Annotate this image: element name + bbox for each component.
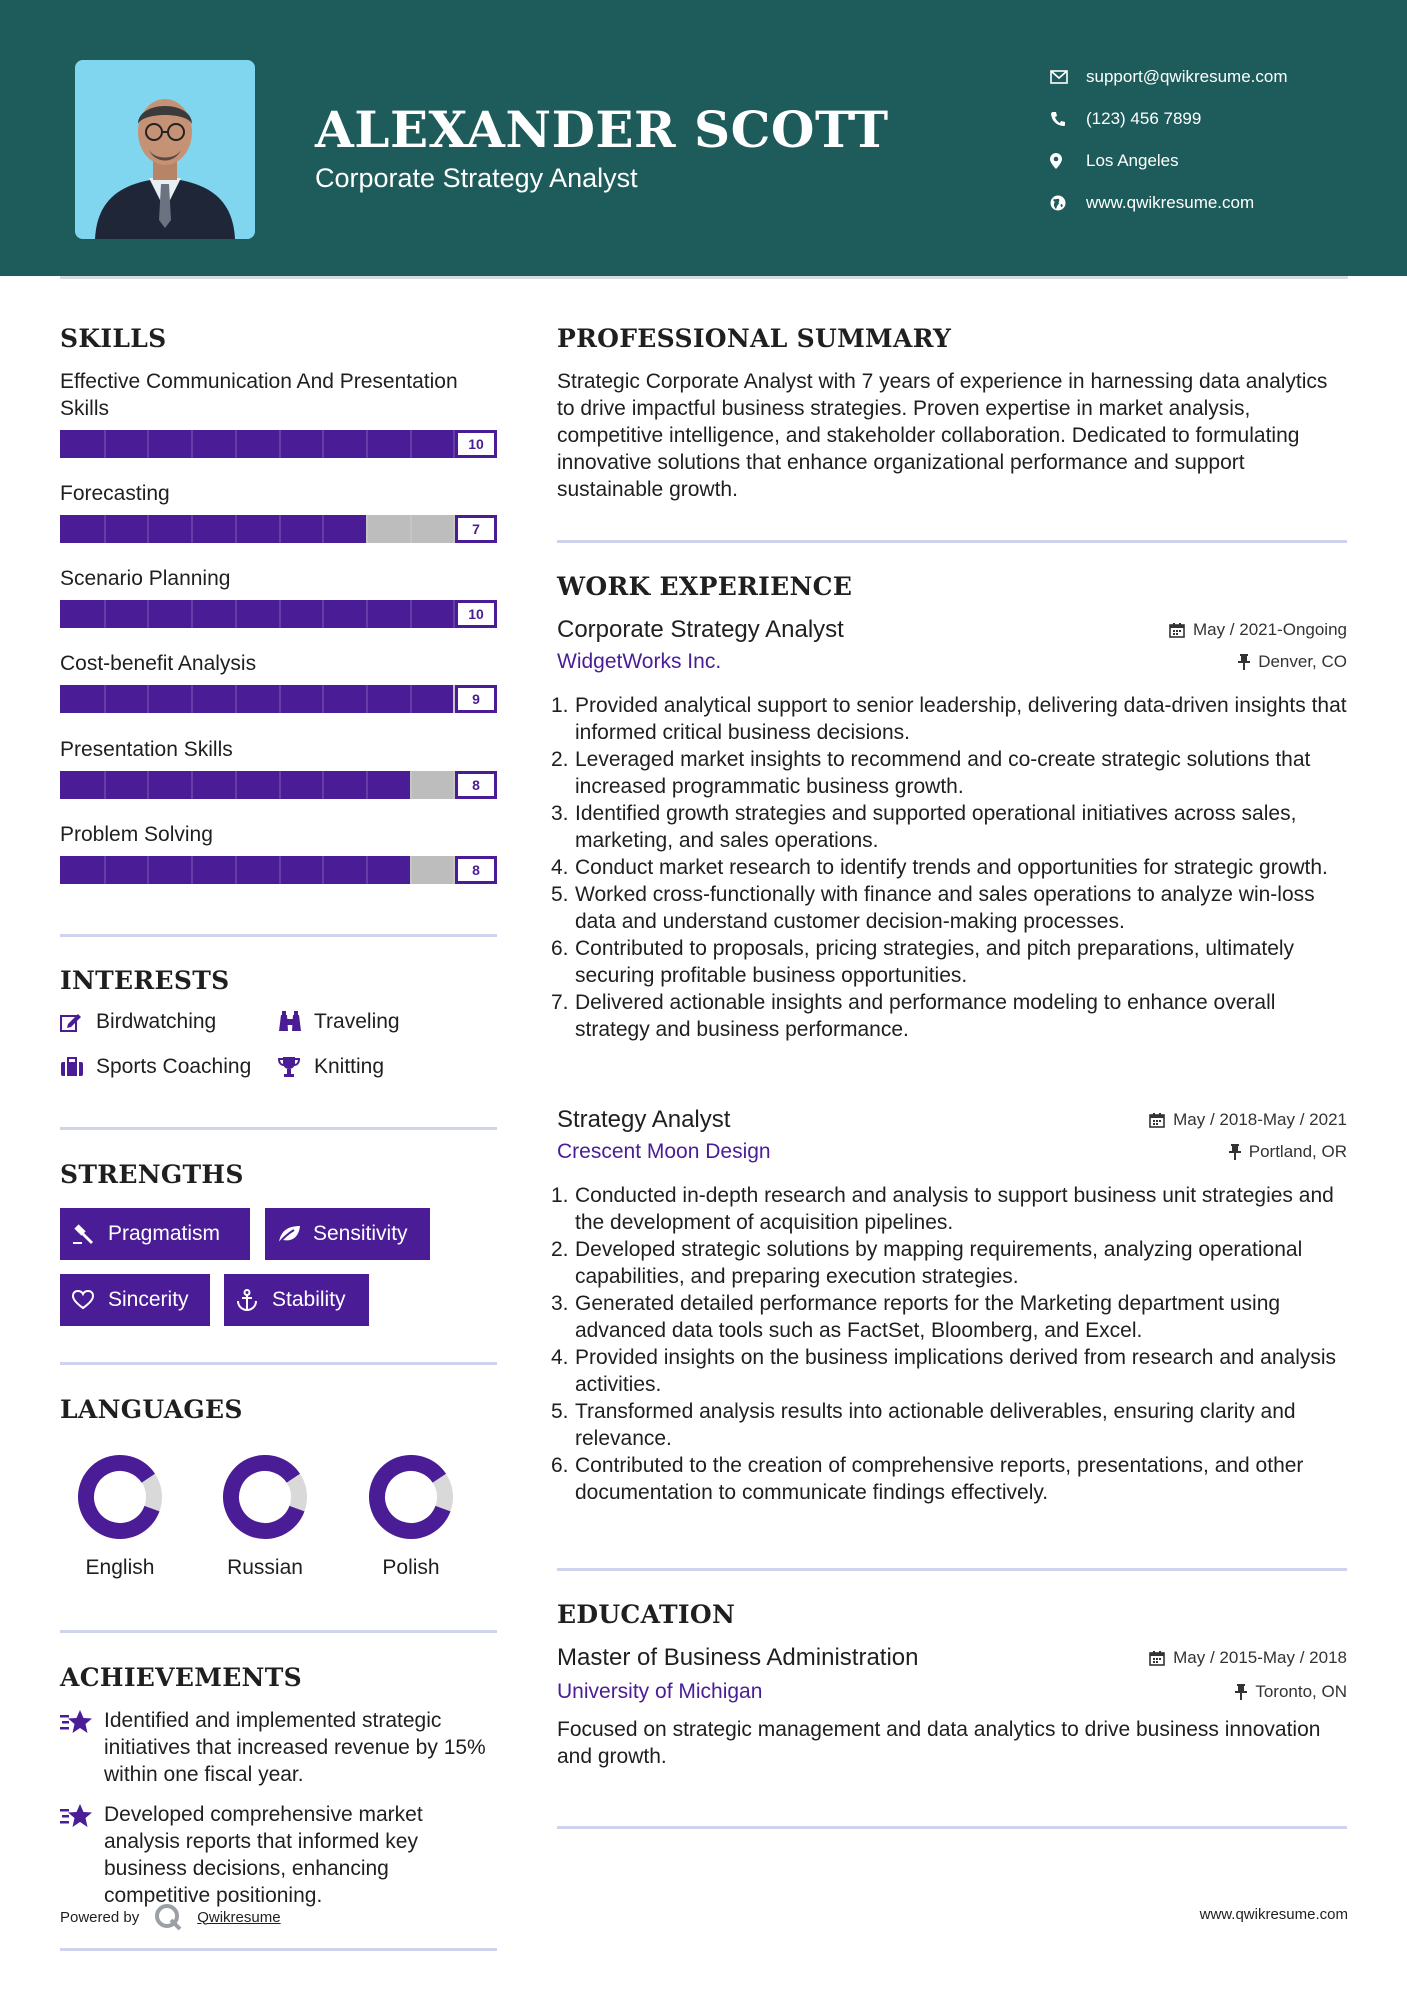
skill-bar-segment bbox=[191, 515, 193, 543]
footer-website[interactable]: www.qwikresume.com bbox=[1199, 1906, 1348, 1923]
job-title: Corporate Strategy Analyst bbox=[557, 616, 844, 643]
skill-bar-fill bbox=[60, 685, 453, 713]
trophy-icon bbox=[278, 1056, 314, 1078]
skill-bar-segment bbox=[322, 685, 324, 713]
pushpin-icon bbox=[1229, 1144, 1241, 1160]
skill-bar-segment bbox=[104, 856, 106, 884]
skill-bar-segment bbox=[191, 685, 193, 713]
skill-score: 8 bbox=[455, 856, 497, 884]
pushpin-icon bbox=[1235, 1684, 1247, 1700]
skill-bar-segment bbox=[104, 771, 106, 799]
strength-tag bbox=[224, 1274, 369, 1326]
education-description: Focused on strategic management and data analytics to drive business innovation and growth. bbox=[557, 1718, 1321, 1768]
summary-title: PROFESSIONAL SUMMARY bbox=[557, 324, 952, 353]
language-name: Russian bbox=[227, 1556, 303, 1579]
contact-website[interactable] bbox=[1050, 182, 1288, 224]
pushpin-icon bbox=[1238, 654, 1250, 670]
list-item: 5. Transformed analysis results into actionable deliverables, ensuring clarity and relevance. bbox=[551, 1400, 1296, 1450]
contact-website-text: www.qwikresume.com bbox=[1086, 193, 1255, 212]
skill-name: Effective Communication And Presentation Skills bbox=[60, 370, 458, 420]
skill-bar-fill bbox=[60, 515, 366, 543]
skill-score: 9 bbox=[455, 685, 497, 713]
language-name: Polish bbox=[382, 1556, 440, 1579]
skill-bar-segment bbox=[366, 685, 368, 713]
skill-bar-segment bbox=[279, 856, 281, 884]
skill-bar-segment bbox=[147, 430, 149, 458]
calendar-icon bbox=[1169, 622, 1185, 638]
contact-location bbox=[1050, 140, 1288, 182]
strength-label: Stability bbox=[272, 1288, 346, 1311]
achievement-text: Identified and implemented strategic initiatives that increased revenue by 15% within one fiscal year. bbox=[104, 1709, 486, 1786]
achievement-item bbox=[60, 1801, 497, 1909]
skill-name: Cost-benefit Analysis bbox=[60, 652, 257, 675]
language-item bbox=[205, 1452, 325, 1580]
language-item bbox=[351, 1452, 471, 1580]
skill-name: Forecasting bbox=[60, 482, 170, 505]
skill-bar-segment bbox=[410, 685, 412, 713]
skill-bar-segment bbox=[410, 600, 412, 628]
skill-score: 8 bbox=[455, 771, 497, 799]
skill-bar-segment bbox=[366, 600, 368, 628]
interest-label: Sports Coaching bbox=[96, 1055, 252, 1078]
list-item: 1. Provided analytical support to senior leadership, delivering data-driven insights that informed critical business decisions. bbox=[551, 694, 1347, 744]
strength-tag bbox=[60, 1208, 250, 1260]
job-entry bbox=[551, 1106, 1347, 1506]
skill-bar-segment bbox=[191, 600, 193, 628]
skill-item bbox=[60, 736, 497, 799]
strength-tag bbox=[265, 1208, 430, 1260]
skill-bar-segment bbox=[235, 515, 237, 543]
job-dates bbox=[1149, 1110, 1347, 1130]
list-item: 4. Provided insights on the business implications derived from research and analysis activities. bbox=[551, 1346, 1337, 1396]
skill-name: Problem Solving bbox=[60, 823, 213, 846]
skills-title: SKILLS bbox=[60, 324, 167, 353]
summary-text: Strategic Corporate Analyst with 7 years of experience in harnessing data analytics to drive impactful business strategies. Proven expertise in market analysis, competitive intelligence, and stakeholder collaboration. Dedicated to formulating innovative solutions that enhance organizational performance and support sustainable growth. bbox=[557, 370, 1328, 501]
education-location-text: Toronto, ON bbox=[1255, 1682, 1347, 1701]
calendar-icon bbox=[1149, 1650, 1165, 1666]
skill-bar-segment bbox=[322, 515, 324, 543]
skill-bar-segment bbox=[366, 771, 368, 799]
skill-bar-segment bbox=[279, 515, 281, 543]
resume-header bbox=[0, 0, 1407, 276]
skill-bar-segment bbox=[235, 856, 237, 884]
company-name: Crescent Moon Design bbox=[557, 1140, 771, 1163]
globe-icon bbox=[1050, 195, 1086, 211]
education-dates-text: May / 2015-May / 2018 bbox=[1173, 1648, 1347, 1667]
skill-bar-segment bbox=[279, 430, 281, 458]
contact-email-text: support@qwikresume.com bbox=[1086, 67, 1288, 86]
skill-bar-segment bbox=[410, 430, 412, 458]
section-divider bbox=[60, 934, 497, 937]
skill-bar bbox=[60, 685, 497, 713]
list-item: 4. Conduct market research to identify trends and opportunities for strategic growth. bbox=[551, 856, 1328, 879]
skill-bar-segment bbox=[279, 771, 281, 799]
skill-bar-segment bbox=[147, 856, 149, 884]
skill-bar-segment bbox=[147, 771, 149, 799]
skill-bar-segment bbox=[322, 600, 324, 628]
skill-bar-segment bbox=[147, 515, 149, 543]
qwikresume-logo-icon bbox=[153, 1902, 183, 1932]
skill-bar-segment bbox=[410, 771, 412, 799]
skill-item bbox=[60, 821, 497, 884]
skill-bar-segment bbox=[191, 430, 193, 458]
skill-name: Presentation Skills bbox=[60, 738, 233, 761]
language-item bbox=[60, 1452, 180, 1580]
language-ring bbox=[220, 1452, 310, 1542]
skill-bar-segment bbox=[322, 856, 324, 884]
contact-list bbox=[1050, 56, 1288, 224]
section-divider bbox=[557, 1568, 1347, 1571]
section-divider bbox=[60, 1362, 497, 1365]
contact-email[interactable] bbox=[1050, 56, 1288, 98]
skill-bar-segment bbox=[191, 856, 193, 884]
section-divider bbox=[60, 1127, 497, 1130]
skill-bar-segment bbox=[366, 430, 368, 458]
skill-bar bbox=[60, 856, 497, 884]
skill-bar-segment bbox=[191, 771, 193, 799]
list-item: 2. Developed strategic solutions by mapping requirements, analyzing operational capabilities, and preparing execution strategies. bbox=[551, 1238, 1303, 1288]
achievements-title: ACHIEVEMENTS bbox=[60, 1663, 302, 1692]
briefcase-icon bbox=[60, 1057, 96, 1077]
degree-title: Master of Business Administration bbox=[557, 1644, 919, 1671]
binoculars-icon bbox=[278, 1011, 314, 1033]
skill-bar-segment bbox=[322, 430, 324, 458]
company-name: WidgetWorks Inc. bbox=[557, 650, 722, 673]
interest-label: Birdwatching bbox=[96, 1010, 217, 1033]
section-divider bbox=[60, 1630, 497, 1633]
skill-bar bbox=[60, 430, 497, 458]
skill-bar-segment bbox=[147, 685, 149, 713]
experience-title: WORK EXPERIENCE bbox=[557, 572, 853, 601]
strength-label: Sensitivity bbox=[313, 1222, 408, 1245]
strength-label: Pragmatism bbox=[108, 1222, 221, 1245]
list-item: 6. Contributed to proposals, pricing strategies, and pitch preparations, ultimately securing profitable business opportunities. bbox=[551, 937, 1295, 987]
education-location bbox=[1235, 1682, 1347, 1702]
heart-icon bbox=[72, 1290, 108, 1310]
list-item: 3. Identified growth strategies and supported operational initiatives across sales, marketing, and sales operations. bbox=[551, 802, 1297, 852]
list-item: 3. Generated detailed performance reports for the Marketing department using advanced data tools such as FactSet, Bloomberg, and Excel. bbox=[551, 1292, 1281, 1342]
skill-bar-segment bbox=[235, 430, 237, 458]
skill-item bbox=[60, 480, 497, 543]
star-icon bbox=[60, 1707, 104, 1788]
calendar-icon bbox=[1149, 1112, 1165, 1128]
skill-score: 7 bbox=[455, 515, 497, 543]
list-item: 1. Conducted in-depth research and analysis to support business unit strategies and the development of acquisition pipelines. bbox=[551, 1184, 1334, 1234]
contact-phone-text: (123) 456 7899 bbox=[1086, 109, 1202, 128]
anchor-icon bbox=[236, 1289, 272, 1311]
skill-item bbox=[60, 650, 497, 713]
profile-photo bbox=[75, 60, 255, 239]
skill-bar-segment bbox=[235, 771, 237, 799]
skill-bar bbox=[60, 771, 497, 799]
job-bullets bbox=[551, 692, 1347, 1043]
skill-score: 10 bbox=[455, 600, 497, 628]
candidate-title: Corporate Strategy Analyst bbox=[315, 163, 638, 193]
interest-item bbox=[278, 1010, 400, 1034]
skill-bar bbox=[60, 515, 497, 543]
skill-bar-segment bbox=[104, 515, 106, 543]
list-item: 5. Worked cross-functionally with finance and sales operations to analyze win-loss data and understand customer decision-making processes. bbox=[551, 883, 1315, 933]
interest-item bbox=[278, 1055, 384, 1079]
skill-bar-segment bbox=[366, 515, 368, 543]
section-divider bbox=[60, 1948, 497, 1951]
language-ring bbox=[75, 1452, 165, 1542]
strength-label: Sincerity bbox=[108, 1288, 189, 1311]
job-location bbox=[1238, 652, 1347, 672]
skill-bar-segment bbox=[322, 771, 324, 799]
powered-by bbox=[60, 1902, 281, 1932]
skill-name: Scenario Planning bbox=[60, 567, 231, 590]
skill-bar-segment bbox=[104, 600, 106, 628]
interest-item bbox=[60, 1010, 216, 1034]
list-item: 6. Contributed to the creation of comprehensive reports, presentations, and other documentation to communicate findings effectively. bbox=[551, 1454, 1304, 1504]
interest-label: Traveling bbox=[314, 1010, 400, 1033]
list-item: 7. Delivered actionable insights and performance modeling to enhance overall strategy and business performance. bbox=[551, 991, 1276, 1041]
achievement-text: Developed comprehensive market analysis reports that informed key business decisions, enhancing competitive positioning. bbox=[104, 1803, 423, 1907]
skill-bar-segment bbox=[147, 600, 149, 628]
leaf-icon bbox=[277, 1224, 313, 1244]
pencil-square-icon bbox=[60, 1012, 96, 1032]
interest-item bbox=[60, 1055, 251, 1079]
map-pin-icon bbox=[1050, 153, 1086, 169]
skill-bar-segment bbox=[410, 856, 412, 884]
job-dates-text: May / 2018-May / 2021 bbox=[1173, 1110, 1347, 1129]
gavel-icon bbox=[72, 1223, 108, 1245]
school-name: University of Michigan bbox=[557, 1680, 763, 1703]
job-bullets bbox=[551, 1182, 1347, 1506]
job-entry bbox=[551, 616, 1347, 1043]
interest-label: Knitting bbox=[314, 1055, 385, 1078]
strength-tag bbox=[60, 1274, 210, 1326]
section-divider bbox=[557, 1826, 1347, 1829]
envelope-icon bbox=[1050, 70, 1086, 84]
skill-bar-segment bbox=[104, 685, 106, 713]
job-title: Strategy Analyst bbox=[557, 1106, 731, 1133]
candidate-name: ALEXANDER SCOTT bbox=[315, 100, 889, 159]
powered-by-text: Powered by bbox=[60, 1908, 140, 1926]
contact-phone[interactable] bbox=[1050, 98, 1288, 140]
skill-bar-segment bbox=[410, 515, 412, 543]
skill-bar-segment bbox=[279, 600, 281, 628]
skill-bar-segment bbox=[366, 856, 368, 884]
job-location bbox=[1229, 1142, 1347, 1162]
education-dates bbox=[1149, 1648, 1347, 1668]
skill-bar-segment bbox=[235, 600, 237, 628]
achievement-item bbox=[60, 1707, 497, 1788]
qwikresume-link[interactable]: Qwikresume bbox=[197, 1908, 281, 1926]
job-location-text: Portland, OR bbox=[1248, 1142, 1347, 1161]
skill-bar-segment bbox=[279, 685, 281, 713]
header-divider bbox=[60, 276, 1348, 279]
education-title: EDUCATION bbox=[557, 1600, 736, 1629]
job-dates bbox=[1169, 620, 1347, 640]
education-entry bbox=[557, 1644, 1347, 1770]
language-name: English bbox=[85, 1556, 155, 1579]
section-divider bbox=[557, 540, 1347, 543]
job-location-text: Denver, CO bbox=[1258, 652, 1347, 671]
interests-title: INTERESTS bbox=[60, 966, 230, 995]
list-item: 2. Leveraged market insights to recommend and co-create strategic solutions that increased programmatic business growth. bbox=[551, 748, 1311, 798]
skill-score: 10 bbox=[455, 430, 497, 458]
skill-bar-segment bbox=[235, 685, 237, 713]
strengths-title: STRENGTHS bbox=[60, 1160, 244, 1189]
skill-bar-segment bbox=[104, 430, 106, 458]
language-ring bbox=[366, 1452, 456, 1542]
job-dates-text: May / 2021-Ongoing bbox=[1192, 620, 1347, 639]
skill-item bbox=[60, 368, 497, 458]
contact-location-text: Los Angeles bbox=[1086, 151, 1179, 170]
skill-bar bbox=[60, 600, 497, 628]
skill-item bbox=[60, 565, 497, 628]
phone-icon bbox=[1050, 111, 1086, 127]
languages-title: LANGUAGES bbox=[60, 1395, 243, 1424]
star-icon bbox=[60, 1801, 104, 1909]
